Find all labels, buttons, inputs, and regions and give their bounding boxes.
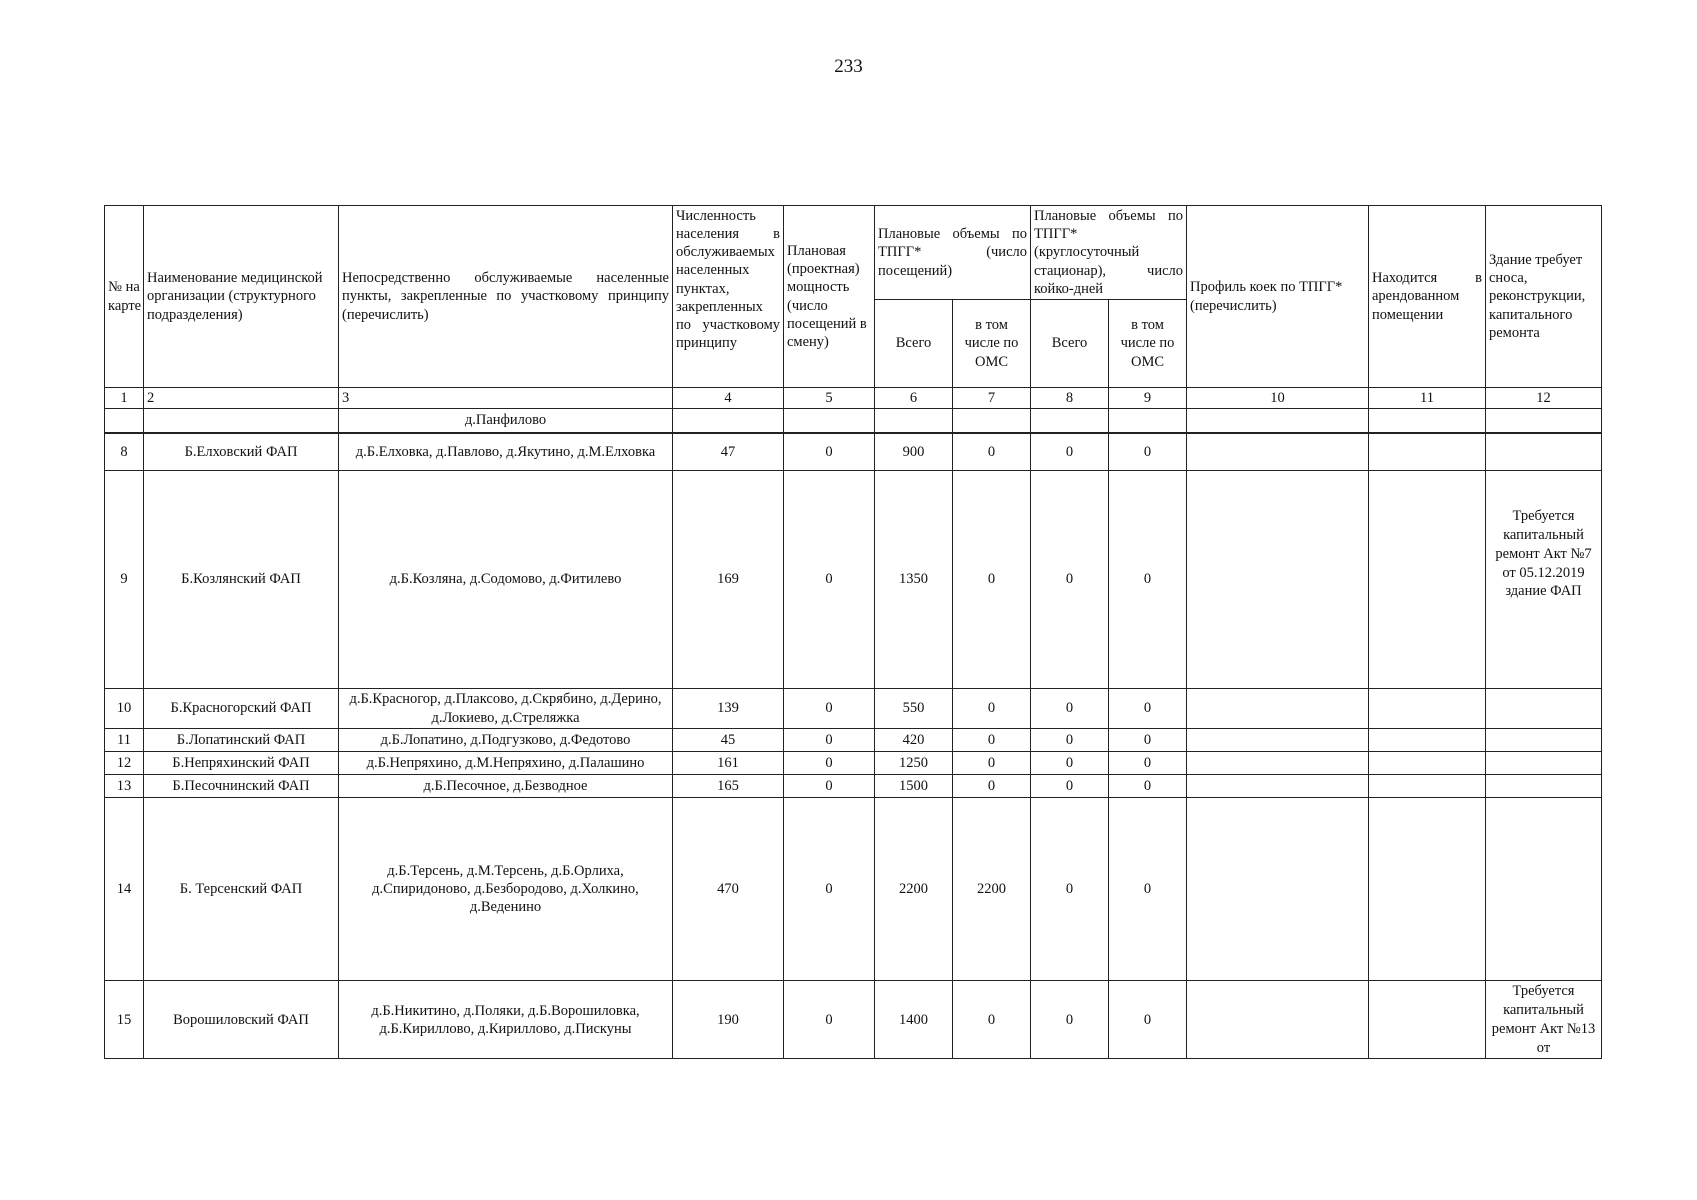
rented-cell	[1369, 981, 1486, 1059]
capacity-cell: 0	[784, 981, 875, 1059]
organization-name: Б.Козлянский ФАП	[144, 471, 339, 689]
column-number: 4	[673, 388, 784, 409]
visits-oms-cell: 2200	[953, 798, 1031, 981]
settlements-cell: д.Б.Козляна, д.Содомово, д.Фитилево	[339, 471, 673, 689]
beddays-oms-cell: 0	[1109, 433, 1187, 471]
bed-profile-cell	[1187, 689, 1369, 729]
header-organization-name: Наименование медицинской организации (структурного подразделения)	[144, 206, 339, 388]
capacity-cell: 0	[784, 798, 875, 981]
building-state-cell	[1486, 689, 1602, 729]
table-row	[105, 433, 1602, 471]
settlements-cell: д.Б.Никитино, д.Поляки, д.Б.Ворошиловка, д.Б.Кириллово, д.Кириллово, д.Пискуны	[339, 981, 673, 1059]
building-state-cell: Требуется капитальный ремонт Акт №13 от	[1486, 981, 1602, 1059]
population-cell: 161	[673, 752, 784, 775]
capacity-cell: 0	[784, 689, 875, 729]
facilities-table	[104, 205, 1602, 1059]
visits-total-cell: 550	[875, 689, 953, 729]
column-number: 7	[953, 388, 1031, 409]
beddays-total-cell: 0	[1031, 433, 1109, 471]
column-number: 11	[1369, 388, 1486, 409]
row-number: 13	[105, 775, 144, 798]
settlements-cell: д.Б.Песочное, д.Безводное	[339, 775, 673, 798]
header-settlements: Непосредственно обслуживаемые населенные пункты, закрепленные по участковому принципу (перечислить)	[339, 206, 673, 388]
header-planned-visits: Плановые объемы по ТПГГ* (число посещений)	[875, 206, 1031, 300]
beddays-total-cell: 0	[1031, 798, 1109, 981]
organization-name: Б.Елховский ФАП	[144, 433, 339, 471]
settlements-cell: д.Б.Непряхино, д.М.Непряхино, д.Палашино	[339, 752, 673, 775]
row-number: 12	[105, 752, 144, 775]
population-cell: 190	[673, 981, 784, 1059]
capacity-cell: 0	[784, 752, 875, 775]
header-building-state: Здание требует сноса, реконструкции, капитального ремонта	[1486, 206, 1602, 388]
column-number: 9	[1109, 388, 1187, 409]
building-state-cell	[1486, 775, 1602, 798]
visits-oms-cell: 0	[953, 981, 1031, 1059]
column-number-row	[105, 388, 1602, 409]
column-number: 1	[105, 388, 144, 409]
table-row	[105, 471, 1602, 689]
bed-profile-cell	[1187, 798, 1369, 981]
rented-cell	[1369, 729, 1486, 752]
population-cell: 169	[673, 471, 784, 689]
building-state-cell	[1486, 433, 1602, 471]
bed-profile-cell	[1187, 981, 1369, 1059]
organization-name: Б. Терсенский ФАП	[144, 798, 339, 981]
rented-cell	[1369, 752, 1486, 775]
capacity-cell: 0	[784, 433, 875, 471]
visits-total-cell: 1500	[875, 775, 953, 798]
settlements-cell: д.Панфилово	[339, 409, 673, 434]
rented-cell	[1369, 433, 1486, 471]
organization-name: Ворошиловский ФАП	[144, 981, 339, 1059]
row-number: 14	[105, 798, 144, 981]
header-visits-oms: в том числе по ОМС	[953, 300, 1031, 388]
beddays-total-cell: 0	[1031, 981, 1109, 1059]
settlements-cell: д.Б.Красногор, д.Плаксово, д.Скрябино, д.Дерино, д.Локиево, д.Стреляжка	[339, 689, 673, 729]
column-number: 8	[1031, 388, 1109, 409]
page-number: 233	[834, 56, 863, 77]
table-row	[105, 775, 1602, 798]
bed-profile-cell	[1187, 775, 1369, 798]
header-capacity: Плановая (проектная) мощность (число посещений в смену)	[784, 206, 875, 388]
visits-total-cell: 900	[875, 433, 953, 471]
visits-oms-cell: 0	[953, 775, 1031, 798]
bed-profile-cell	[1187, 433, 1369, 471]
building-state-cell	[1486, 729, 1602, 752]
rented-cell	[1369, 689, 1486, 729]
table-row	[105, 689, 1602, 729]
beddays-oms-cell: 0	[1109, 798, 1187, 981]
visits-oms-cell: 0	[953, 689, 1031, 729]
beddays-total-cell: 0	[1031, 689, 1109, 729]
column-number: 6	[875, 388, 953, 409]
table-row	[105, 752, 1602, 775]
population-cell: 47	[673, 433, 784, 471]
visits-oms-cell: 0	[953, 471, 1031, 689]
settlements-cell: д.Б.Елховка, д.Павлово, д.Якутино, д.М.Елховка	[339, 433, 673, 471]
header-beddays-oms: в том числе по ОМС	[1109, 300, 1187, 388]
building-state-cell: Требуется капитальный ремонт Акт №7 от 05.12.2019 здание ФАП	[1486, 471, 1602, 689]
header-rented: Находится в арендованном помещении	[1369, 206, 1486, 388]
visits-total-cell: 420	[875, 729, 953, 752]
visits-total-cell: 2200	[875, 798, 953, 981]
row-number: 9	[105, 471, 144, 689]
beddays-oms-cell: 0	[1109, 729, 1187, 752]
capacity-cell: 0	[784, 775, 875, 798]
organization-name: Б.Песочнинский ФАП	[144, 775, 339, 798]
population-cell: 470	[673, 798, 784, 981]
building-state-cell	[1486, 752, 1602, 775]
visits-total-cell: 1350	[875, 471, 953, 689]
population-cell: 139	[673, 689, 784, 729]
building-state-cell	[1486, 798, 1602, 981]
beddays-oms-cell: 0	[1109, 471, 1187, 689]
beddays-oms-cell: 0	[1109, 752, 1187, 775]
rented-cell	[1369, 798, 1486, 981]
visits-total-cell: 1400	[875, 981, 953, 1059]
beddays-total-cell: 0	[1031, 471, 1109, 689]
bed-profile-cell	[1187, 471, 1369, 689]
column-number: 2	[144, 388, 339, 409]
settlements-cell: д.Б.Лопатино, д.Подгузково, д.Федотово	[339, 729, 673, 752]
organization-name: Б.Лопатинский ФАП	[144, 729, 339, 752]
bed-profile-cell	[1187, 752, 1369, 775]
beddays-oms-cell: 0	[1109, 775, 1187, 798]
beddays-oms-cell: 0	[1109, 981, 1187, 1059]
beddays-total-cell: 0	[1031, 775, 1109, 798]
row-number: 10	[105, 689, 144, 729]
table-header	[105, 206, 1602, 409]
beddays-oms-cell: 0	[1109, 689, 1187, 729]
settlements-cell: д.Б.Терсень, д.М.Терсень, д.Б.Орлиха, д.Спиридоново, д.Безбородово, д.Холкино, д.Веденино	[339, 798, 673, 981]
organization-name: Б.Непряхинский ФАП	[144, 752, 339, 775]
beddays-total-cell: 0	[1031, 729, 1109, 752]
header-map-number: № на карте	[105, 206, 144, 388]
row-number: 15	[105, 981, 144, 1059]
continuation-row	[105, 409, 1602, 434]
column-number: 5	[784, 388, 875, 409]
population-cell: 165	[673, 775, 784, 798]
visits-oms-cell: 0	[953, 433, 1031, 471]
capacity-cell: 0	[784, 471, 875, 689]
visits-total-cell: 1250	[875, 752, 953, 775]
population-cell: 45	[673, 729, 784, 752]
bed-profile-cell	[1187, 729, 1369, 752]
visits-oms-cell: 0	[953, 752, 1031, 775]
rented-cell	[1369, 471, 1486, 689]
header-bed-profile: Профиль коек по ТПГГ* (перечислить)	[1187, 206, 1369, 388]
table-row	[105, 798, 1602, 981]
header-visits-total: Всего	[875, 300, 953, 388]
table-row	[105, 981, 1602, 1059]
table-row	[105, 729, 1602, 752]
column-number: 12	[1486, 388, 1602, 409]
table-body	[105, 409, 1602, 1059]
capacity-cell: 0	[784, 729, 875, 752]
rented-cell	[1369, 775, 1486, 798]
row-number: 11	[105, 729, 144, 752]
visits-oms-cell: 0	[953, 729, 1031, 752]
row-number: 8	[105, 433, 144, 471]
beddays-total-cell: 0	[1031, 752, 1109, 775]
header-population: Численность населения в обслуживаемых населенных пунктах, закрепленных по участковому принципу	[673, 206, 784, 388]
header-planned-beddays: Плановые объемы по ТПГГ* (круглосуточный стационар), число койко-дней	[1031, 206, 1187, 300]
column-number: 10	[1187, 388, 1369, 409]
header-beddays-total: Всего	[1031, 300, 1109, 388]
column-number: 3	[339, 388, 673, 409]
organization-name: Б.Красногорский ФАП	[144, 689, 339, 729]
